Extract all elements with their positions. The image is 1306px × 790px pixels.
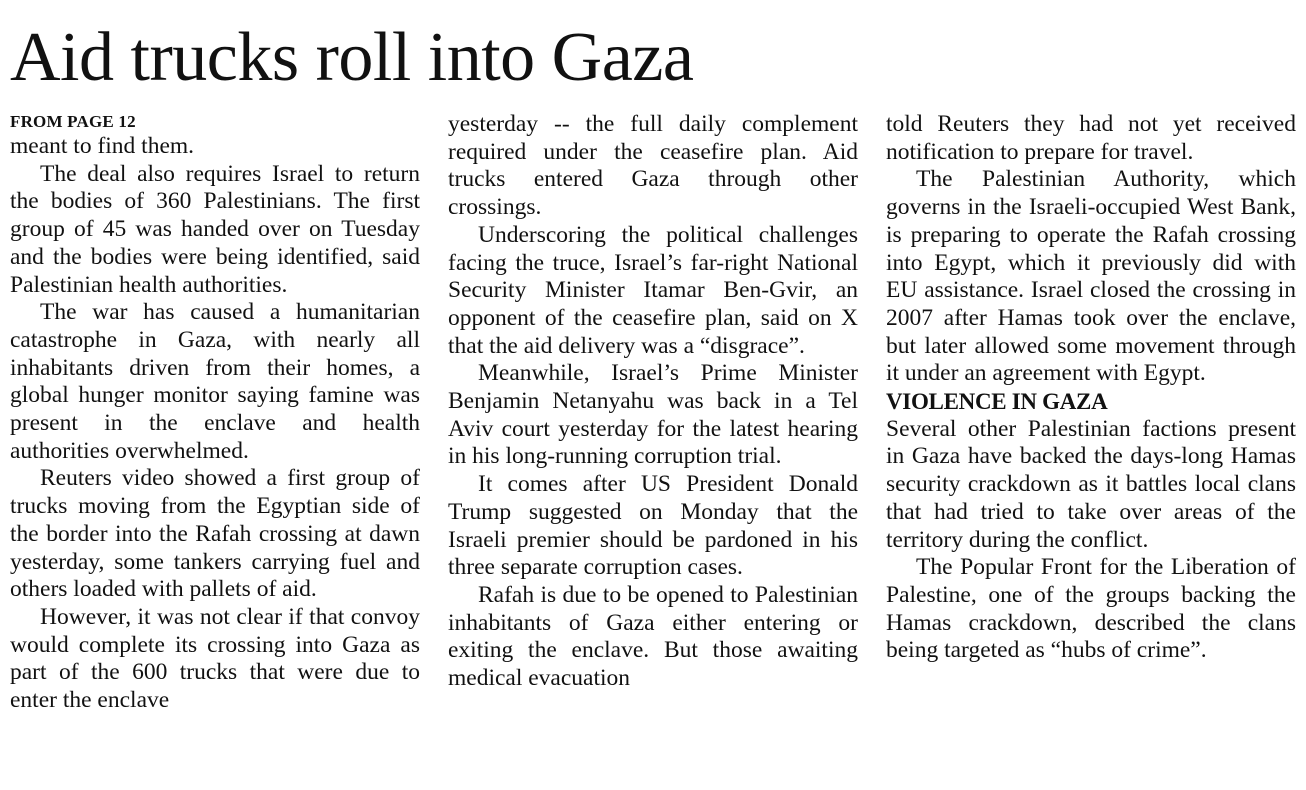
paragraph: It comes after US President Donald Trump suggested on Monday that the Israeli premier should be pardoned in his three separate corruption cases. xyxy=(448,471,858,581)
paragraph: The Popular Front for the Liberation of Palestine, one of the groups backing the Hamas crackdown, described the clans being targeted as “hubs of crime”. xyxy=(886,554,1296,664)
paragraph: The war has caused a humanitarian catastrophe in Gaza, with nearly all inhabitants driven from their homes, a global hunger monitor saying famine was present in the enclave and health authorities overwhelmed. xyxy=(10,299,420,464)
paragraph: Rafah is due to be opened to Palestinian inhabitants of Gaza either entering or exiting the enclave. But those awaiting medical evacuation xyxy=(448,581,858,692)
article-column-3 xyxy=(886,111,1296,665)
continued-from-kicker: FROM PAGE 12 xyxy=(10,112,136,131)
paragraph: Several other Palestinian factions present in Gaza have backed the days-long Hamas security crackdown as it battles local clans that had tried to take over areas of the territory during the conflict. xyxy=(886,415,1296,553)
section-subhead: VIOLENCE IN GAZA xyxy=(886,389,1108,415)
paragraph: Meanwhile, Israel’s Prime Minister Benjamin Netanyahu was back in a Tel Aviv court yesterday for the latest hearing in his long-running corruption trial. xyxy=(448,360,858,470)
article-column-2 xyxy=(448,111,858,693)
paragraph: meant to find them. xyxy=(10,133,195,159)
headline: Aid trucks roll into Gaza xyxy=(10,19,694,96)
paragraph: Underscoring the political challenges facing the truce, Israel’s far-right National Security Minister Itamar Ben-Gvir, an opponent of the ceasefire plan, said on X that the aid delivery was a “disgrace”. xyxy=(448,221,858,359)
paragraph: Reuters video showed a first group of trucks moving from the Egyptian side of the border into the Rafah crossing at dawn yesterday, some tankers carrying fuel and others loaded with pallets of aid. xyxy=(10,465,420,603)
article-column-1 xyxy=(10,111,420,715)
paragraph: told Reuters they had not yet received notification to prepare for travel. xyxy=(886,111,1296,165)
paragraph: The deal also requires Israel to return the bodies of 360 Palestinians. The first group of 45 was handed over on Tuesday and the bodies were being identified, said Palestinian health authorities. xyxy=(10,160,420,298)
paragraph: The Palestinian Authority, which governs in the Israeli-occupied West Bank, is preparing to operate the Rafah crossing into Egypt, which it previously did with EU assistance. Israel closed the crossing in 2007 after Hamas took over the enclave, but later allowed some movement through it under an agreement with Egypt. xyxy=(886,166,1296,387)
paragraph: yesterday -- the full daily complement required under the ceasefire plan. Aid trucks entered Gaza through other crossings. xyxy=(448,111,858,221)
paragraph: However, it was not clear if that convoy would complete its crossing into Gaza as part of the 600 trucks that were due to enter the enclave xyxy=(10,603,420,714)
